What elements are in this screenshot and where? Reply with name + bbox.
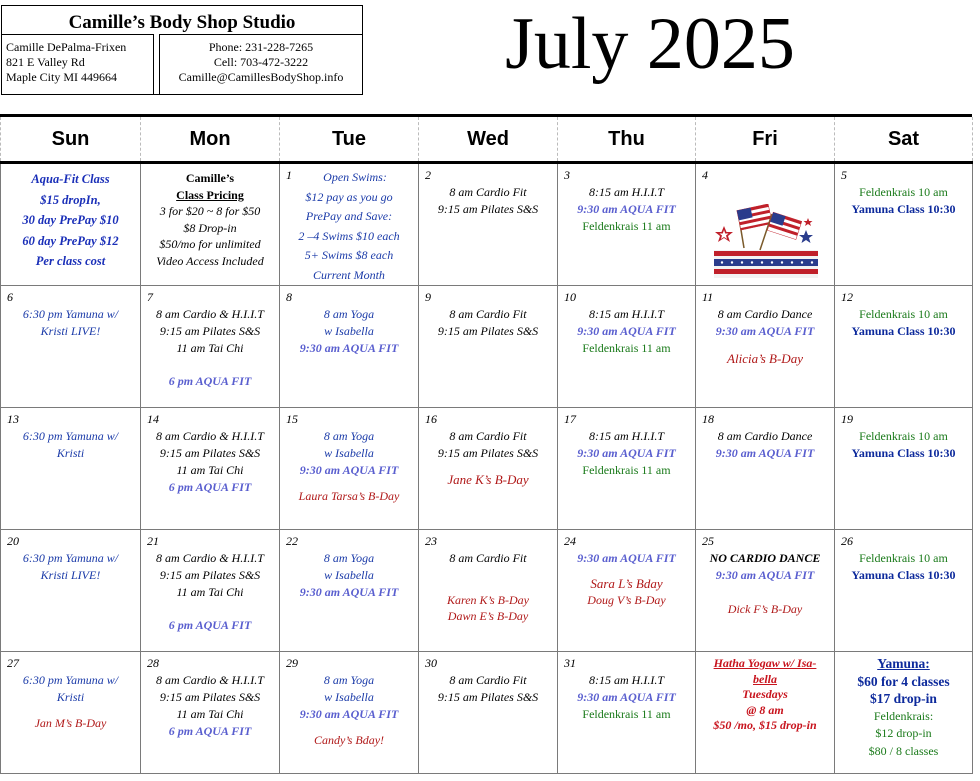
yamuna-event: Yamuna Class 10:30 xyxy=(851,568,956,582)
owner-name: Camille DePalma-Frixen xyxy=(6,40,127,54)
day-cell-19 xyxy=(835,408,973,530)
event: 8 am Cardio Fit xyxy=(449,307,527,321)
day-number: 11 xyxy=(702,290,714,304)
event: 9:15 am Pilates S&S xyxy=(437,446,539,460)
yamuna-event: Kristi LIVE! xyxy=(40,568,101,582)
event: 8 am Cardio Fit xyxy=(449,185,527,199)
week-row-2 xyxy=(1,286,973,408)
day-number: 28 xyxy=(147,656,159,670)
day-cell-26 xyxy=(835,530,973,652)
day-cell-2 xyxy=(419,163,558,286)
day-cell-21 xyxy=(141,530,280,652)
birthday-note: Sara L’s Bday xyxy=(590,576,663,591)
day-number: 21 xyxy=(147,534,159,548)
yamuna-event: Yamuna Class 10:30 xyxy=(851,202,956,216)
aqua-fit-event: 9:30 am AQUA FIT xyxy=(577,690,676,704)
day-cell-7 xyxy=(141,286,280,408)
aqua-fit-event: 9:30 am AQUA FIT xyxy=(299,463,399,477)
week-row-3 xyxy=(1,408,973,530)
aqua-fit-event: 6 pm AQUA FIT xyxy=(168,480,252,494)
yoga-event: w Isabella xyxy=(324,446,374,460)
event: 11 am Tai Chi xyxy=(176,585,244,599)
day-number: 16 xyxy=(425,412,437,426)
day-cell-10 xyxy=(558,286,696,408)
day-cell-5 xyxy=(835,163,973,286)
yamuna-event: 6:30 pm Yamuna w/ xyxy=(22,551,119,565)
day-number: 26 xyxy=(841,534,853,548)
yamuna-event: Kristi xyxy=(56,690,85,704)
street-address: 821 E Valley Rd xyxy=(6,55,85,69)
feldenkrais-event: Feldenkrais 10 am xyxy=(859,429,948,443)
aqua-fit-price-line: 60 day PrePay $12 xyxy=(22,233,119,248)
day-number: 19 xyxy=(841,412,853,426)
weekday-header-row xyxy=(1,117,973,163)
day-number: 29 xyxy=(286,656,298,670)
calendar-grid xyxy=(0,117,973,774)
feldenkrais-event: Feldenkrais 10 am xyxy=(859,551,948,565)
aqua-fit-price-line: $15 dropIn, xyxy=(40,192,101,207)
yamuna-pricing-cell xyxy=(835,652,973,774)
feldenkrais-event: Feldenkrais 10 am xyxy=(859,307,948,321)
aqua-fit-event: 9:30 am AQUA FIT xyxy=(299,707,399,721)
aqua-fit-event: 6 pm AQUA FIT xyxy=(168,724,252,738)
event: 8:15 am H.I.I.T xyxy=(589,429,664,443)
day-number: 2 xyxy=(425,168,431,182)
day-number: 9 xyxy=(425,290,431,304)
day-number: 30 xyxy=(425,656,437,670)
feldenkrais-pricing-line: $80 / 8 classes xyxy=(868,743,939,758)
yamuna-pricing-line: $60 for 4 classes xyxy=(857,673,950,689)
birthday-note: Jane K’s B-Day xyxy=(447,472,529,487)
feldenkrais-pricing-title: Feldenkrais: xyxy=(873,708,934,723)
aqua-fit-event: 9:30 am AQUA FIT xyxy=(715,324,815,338)
yoga-event: 8 am Yoga xyxy=(323,429,375,443)
aqua-fit-event: 9:30 am AQUA FIT xyxy=(577,446,676,460)
event: 8 am Cardio Dance xyxy=(717,429,813,443)
open-swims-line: $12 pay as you go xyxy=(305,189,393,204)
aqua-fit-event: 9:30 am AQUA FIT xyxy=(715,446,815,460)
yoga-event: w Isabella xyxy=(324,568,374,582)
yoga-event: w Isabella xyxy=(324,690,374,704)
feldenkrais-event: Feldenkrais 11 am xyxy=(582,707,671,721)
aqua-fit-price-line: Per class cost xyxy=(35,254,106,268)
hatha-yoga-title: bella xyxy=(753,671,777,686)
day-cell-15 xyxy=(280,408,419,530)
event: 8 am Cardio Fit xyxy=(449,551,527,565)
address-box xyxy=(1,34,154,95)
aqua-fit-price-line: 30 day PrePay $10 xyxy=(22,213,119,227)
yamuna-pricing-title: Yamuna: xyxy=(877,656,930,671)
weekday-sat: Sat xyxy=(835,117,973,163)
day-cell-22 xyxy=(280,530,419,652)
birthday-note: Laura Tarsa’s B-Day xyxy=(298,489,400,503)
yamuna-pricing-line: $17 drop-in xyxy=(870,691,937,706)
event: 8:15 am H.I.I.T xyxy=(589,185,664,199)
week-row-5 xyxy=(1,652,973,774)
day-cell-23 xyxy=(419,530,558,652)
day-cell-6 xyxy=(1,286,141,408)
event: 8 am Cardio & H.I.I.T xyxy=(156,551,264,565)
aqua-fit-event: 6 pm AQUA FIT xyxy=(168,374,252,388)
event: 8 am Cardio Dance xyxy=(717,307,813,321)
open-swims-line: 2 –4 Swims $10 each xyxy=(298,228,400,243)
week-row-4 xyxy=(1,530,973,652)
event: 9:15 am Pilates S&S xyxy=(159,690,261,704)
open-swims-line: 5+ Swims $8 each xyxy=(304,248,394,262)
day-cell-30 xyxy=(419,652,558,774)
birthday-note: Dawn E’s B-Day xyxy=(447,609,529,623)
day-number: 14 xyxy=(147,412,159,426)
day-cell-9 xyxy=(419,286,558,408)
day-number: 31 xyxy=(564,656,576,670)
day-number: 18 xyxy=(702,412,714,426)
event: 8:15 am H.I.I.T xyxy=(589,673,664,687)
day-number: 3 xyxy=(564,168,570,182)
day-cell-4 xyxy=(696,163,835,286)
event: 11 am Tai Chi xyxy=(176,707,244,721)
day-cell-13 xyxy=(1,408,141,530)
day-number: 4 xyxy=(702,168,708,182)
phone-number: Phone: 231-228-7265 xyxy=(208,40,314,54)
day-cell-29 xyxy=(280,652,419,774)
open-swims-line: Current Month xyxy=(313,267,385,282)
birthday-note: Candy’s Bday! xyxy=(313,733,385,747)
day-cell-16 xyxy=(419,408,558,530)
hatha-yoga-line: Tuesdays xyxy=(742,687,788,701)
day-cell-12 xyxy=(835,286,973,408)
yoga-event: 8 am Yoga xyxy=(323,307,375,321)
pricing-line: $50/mo for unlimited xyxy=(159,237,261,251)
event: 11 am Tai Chi xyxy=(176,341,244,355)
aqua-fit-event: 6 pm AQUA FIT xyxy=(168,618,252,632)
day-number: 20 xyxy=(7,534,19,548)
day-cell-24 xyxy=(558,530,696,652)
event: 9:15 am Pilates S&S xyxy=(159,446,261,460)
hatha-yoga-cell xyxy=(696,652,835,774)
feldenkrais-pricing-line: $12 drop-in xyxy=(875,726,932,740)
yamuna-event: 6:30 pm Yamuna w/ xyxy=(22,307,119,321)
yoga-event: 8 am Yoga xyxy=(323,673,375,687)
day-cell-31 xyxy=(558,652,696,774)
city-address: Maple City MI 449664 xyxy=(6,70,117,84)
studio-name: Camille’s Body Shop Studio xyxy=(68,12,296,33)
contact-box xyxy=(159,34,363,95)
weekday-fri: Fri xyxy=(696,117,835,163)
day-number: 27 xyxy=(7,656,19,670)
day-number: 17 xyxy=(564,412,576,426)
aqua-fit-pricing-cell xyxy=(1,163,141,286)
day-number: 25 xyxy=(702,534,714,548)
weekday-sun: Sun xyxy=(1,117,141,163)
day-number: 5 xyxy=(841,168,847,182)
event: 8 am Cardio & H.I.I.T xyxy=(156,673,264,687)
weekday-mon: Mon xyxy=(141,117,280,163)
weekday-tue: Tue xyxy=(280,117,419,163)
class-pricing-title: Camille’s xyxy=(185,171,235,185)
day-number: 24 xyxy=(564,534,576,548)
weekday-thu: Thu xyxy=(558,117,696,163)
open-swims-line: PrePay and Save: xyxy=(305,209,393,223)
day-number: 13 xyxy=(7,412,19,426)
day-number: 12 xyxy=(841,290,853,304)
feldenkrais-event: Feldenkrais 11 am xyxy=(582,219,671,233)
feldenkrais-event: Feldenkrais 11 am xyxy=(582,463,671,477)
day-cell-18 xyxy=(696,408,835,530)
feldenkrais-event: Feldenkrais 10 am xyxy=(859,185,948,199)
day-number: 23 xyxy=(425,534,437,548)
day-cell-14 xyxy=(141,408,280,530)
day-number: 8 xyxy=(286,290,292,304)
day-cell-8 xyxy=(280,286,419,408)
birthday-note: Dick F’s B-Day xyxy=(727,602,803,616)
yamuna-event: 6:30 pm Yamuna w/ xyxy=(22,673,119,687)
event: 8 am Cardio Fit xyxy=(449,673,527,687)
pricing-line: $8 Drop-in xyxy=(183,220,237,235)
no-cardio-dance-note: NO CARDIO DANCE xyxy=(709,551,821,565)
day-cell-17 xyxy=(558,408,696,530)
yamuna-event: Yamuna Class 10:30 xyxy=(851,446,956,460)
event: 9:15 am Pilates S&S xyxy=(437,690,539,704)
day-cell-28 xyxy=(141,652,280,774)
pricing-line: Video Access Included xyxy=(156,253,264,268)
week-row-1 xyxy=(1,163,973,286)
event: 9:15 am Pilates S&S xyxy=(159,568,261,582)
day-cell-25 xyxy=(696,530,835,652)
event: 8 am Cardio & H.I.I.T xyxy=(156,307,264,321)
yamuna-event: 6:30 pm Yamuna w/ xyxy=(22,429,119,443)
event: 11 am Tai Chi xyxy=(176,463,244,477)
day-cell-27 xyxy=(1,652,141,774)
yamuna-event: Yamuna Class 10:30 xyxy=(851,324,956,338)
birthday-note: Karen K’s B-Day xyxy=(447,593,529,607)
feldenkrais-event: Feldenkrais 11 am xyxy=(582,341,671,355)
birthday-note: Alicia’s B-Day xyxy=(727,351,803,366)
cell-number: Cell: 703-472-3222 xyxy=(213,55,309,69)
pricing-line: 3 for $20 ~ 8 for $50 xyxy=(159,204,261,218)
day-number: 1 xyxy=(286,168,292,182)
event: 8:15 am H.I.I.T xyxy=(589,307,664,321)
yoga-event: w Isabella xyxy=(324,324,374,338)
aqua-fit-event: 9:30 am AQUA FIT xyxy=(577,324,676,338)
day-cell-11 xyxy=(696,286,835,408)
event: 9:15 am Pilates S&S xyxy=(437,324,539,338)
yamuna-event: Kristi xyxy=(56,446,85,460)
aqua-fit-event: 9:30 am AQUA FIT xyxy=(715,568,815,582)
american-flags-icon xyxy=(708,204,824,282)
aqua-fit-title: Aqua-Fit Class xyxy=(31,172,110,186)
day-cell-1 xyxy=(280,163,419,286)
event: 8 am Cardio Fit xyxy=(449,429,527,443)
day-number: 7 xyxy=(147,290,153,304)
day-cell-20 xyxy=(1,530,141,652)
open-swims-title: Open Swims: xyxy=(323,170,387,184)
day-number: 22 xyxy=(286,534,298,548)
weekday-wed: Wed xyxy=(419,117,558,163)
birthday-note: Doug V’s B-Day xyxy=(587,593,666,607)
aqua-fit-event: 9:30 am AQUA FIT xyxy=(299,585,399,599)
yamuna-event: Kristi LIVE! xyxy=(40,324,101,338)
month-title: July 2025 xyxy=(505,3,795,85)
class-pricing-subtitle: Class Pricing xyxy=(176,187,244,202)
aqua-fit-event: 9:30 am AQUA FIT xyxy=(299,341,399,355)
aqua-fit-event: 9:30 am AQUA FIT xyxy=(577,551,676,565)
event: 9:15 am Pilates S&S xyxy=(437,202,539,216)
yoga-event: 8 am Yoga xyxy=(323,551,375,565)
aqua-fit-event: 9:30 am AQUA FIT xyxy=(577,202,676,216)
birthday-note: Jan M’s B-Day xyxy=(34,716,107,730)
day-number: 10 xyxy=(564,290,576,304)
hatha-yoga-line: $50 /mo, $15 drop-in xyxy=(713,718,817,732)
class-pricing-cell xyxy=(141,163,280,286)
day-cell-3 xyxy=(558,163,696,286)
hatha-yoga-title: Hatha Yogaw w/ Isa- xyxy=(713,656,817,670)
day-number: 15 xyxy=(286,412,298,426)
event: 9:15 am Pilates S&S xyxy=(159,324,261,338)
event: 8 am Cardio & H.I.I.T xyxy=(156,429,264,443)
hatha-yoga-line: @ 8 am xyxy=(746,702,784,717)
day-number: 6 xyxy=(7,290,13,304)
email-address: Camille@CamillesBodyShop.info xyxy=(178,70,344,84)
